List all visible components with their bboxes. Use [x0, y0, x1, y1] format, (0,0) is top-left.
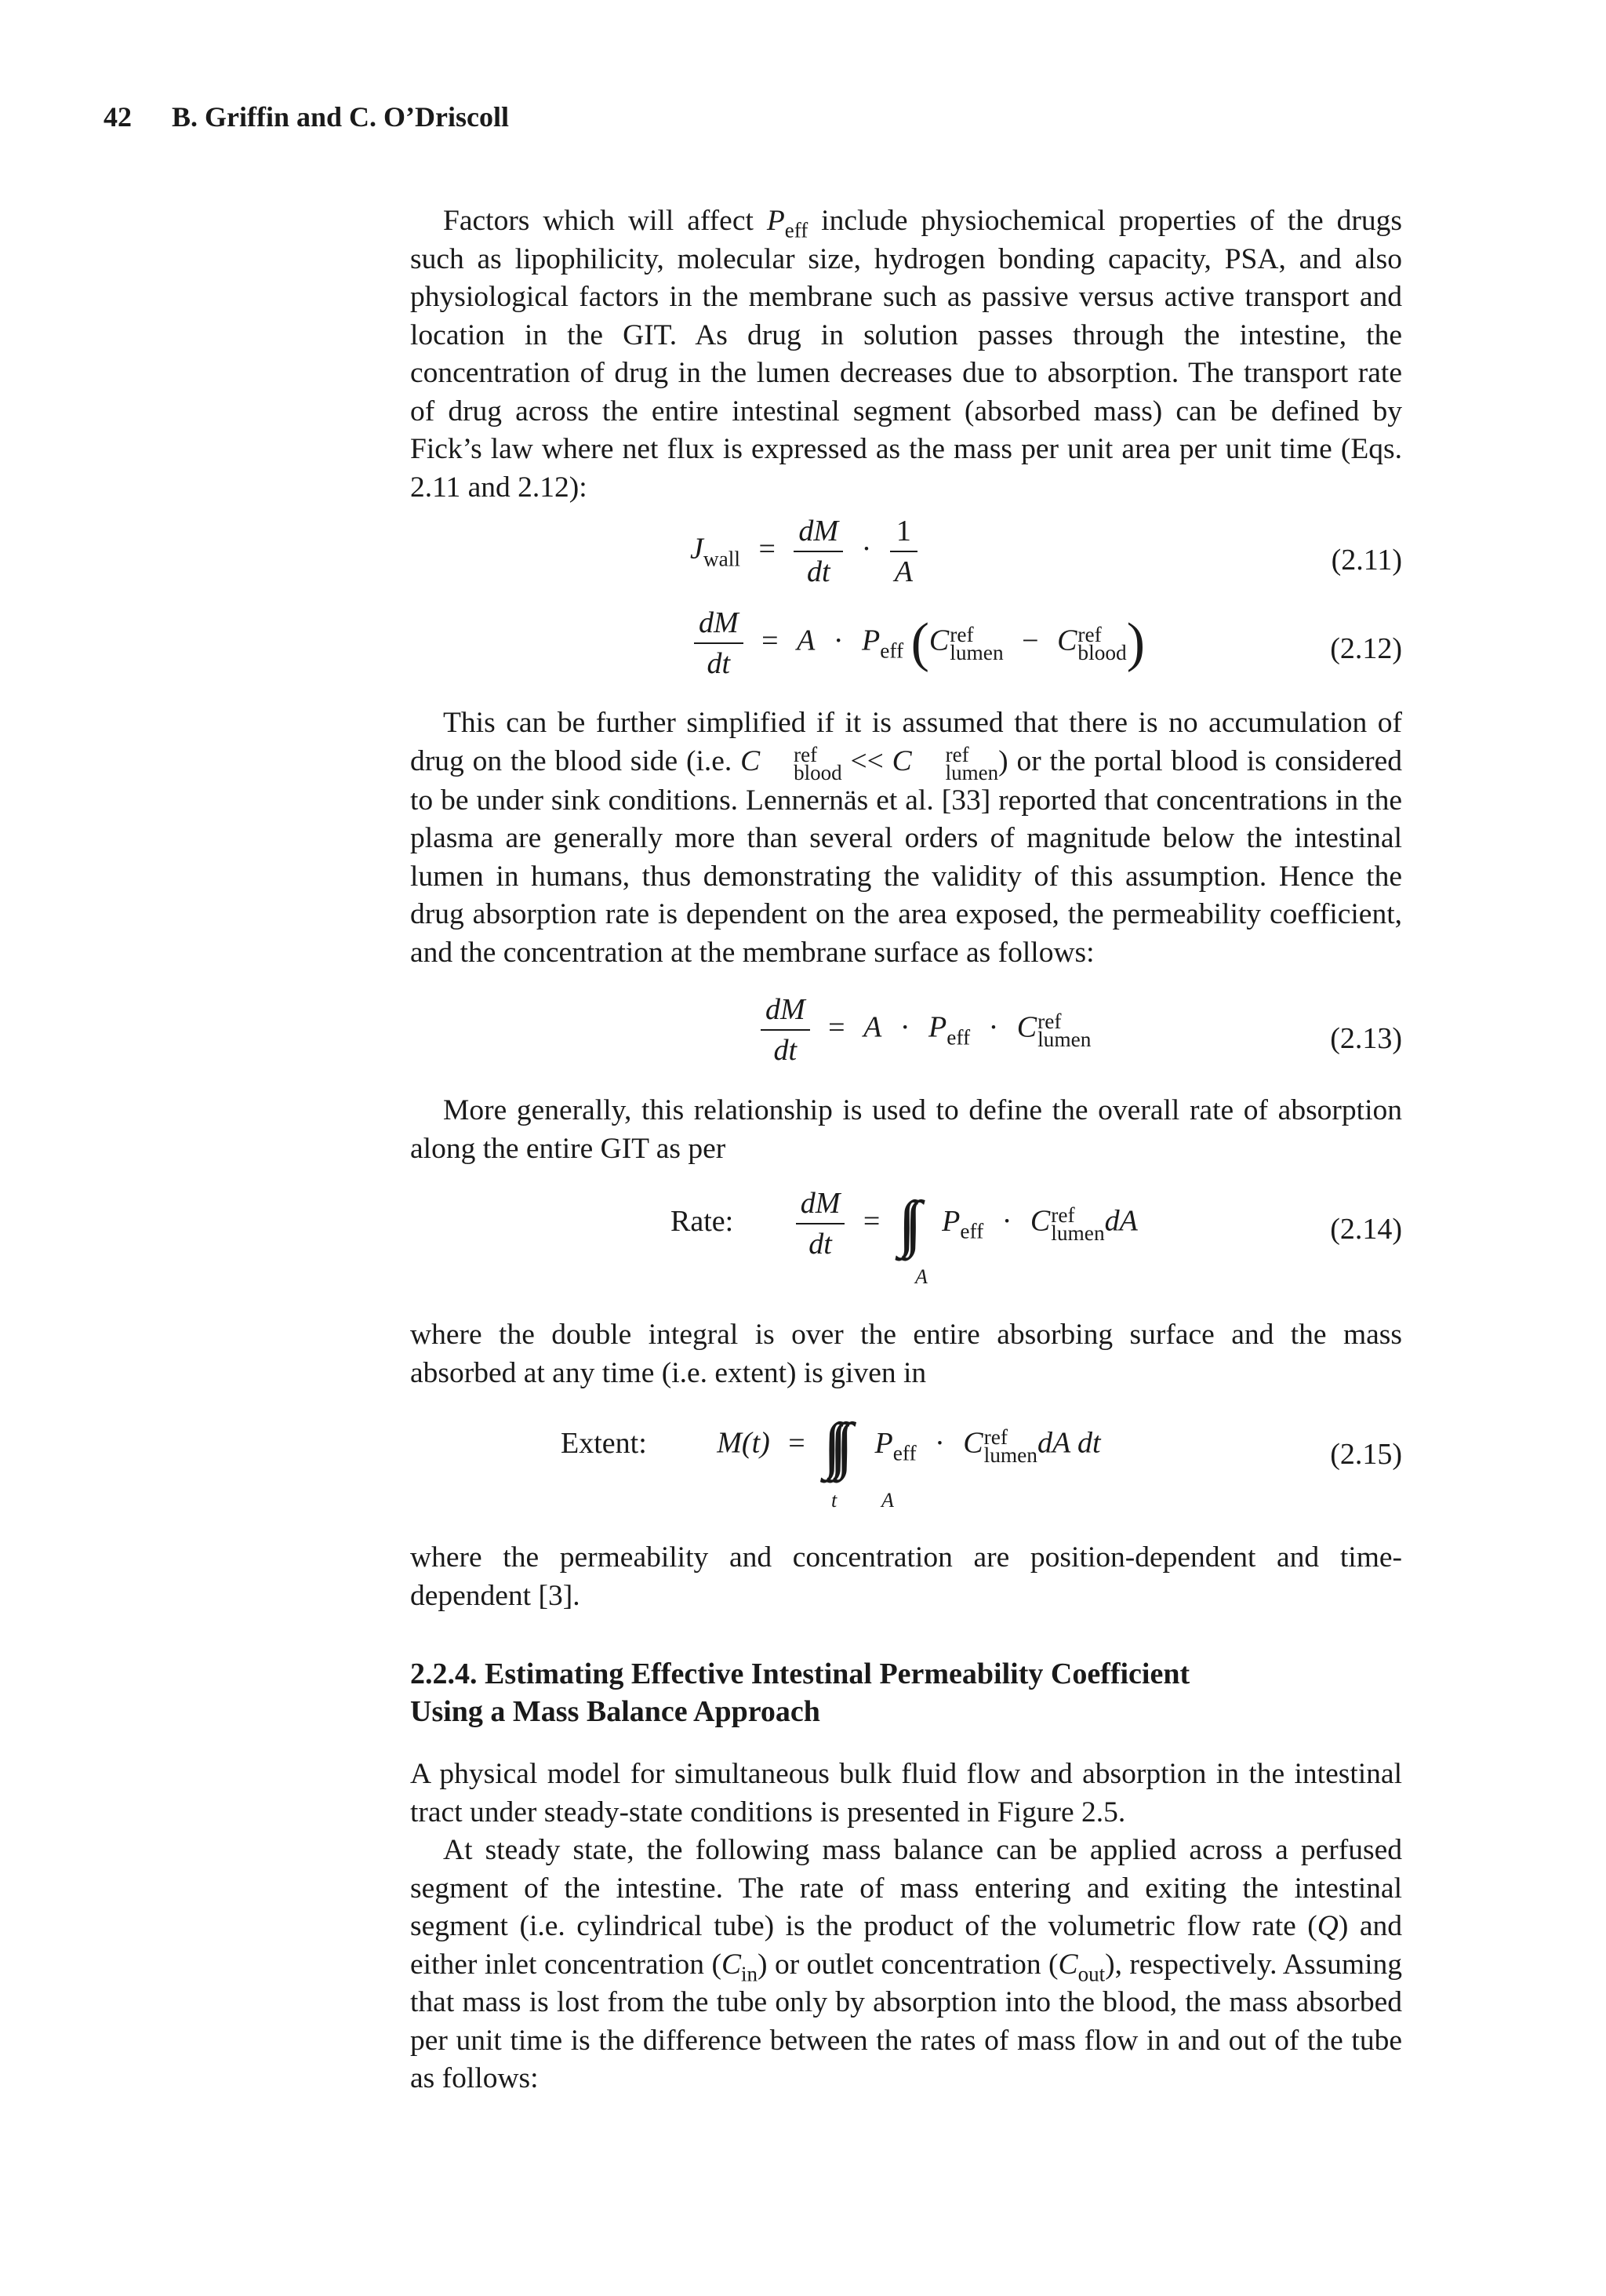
section-heading: 2.2.4. Estimating Effective Intestinal Permeability Coefficient Using a Mass Balance Approach — [410, 1657, 1190, 1728]
paragraph-6: A physical model for simultaneous bulk fluid flow and absorption in the intestinal tract under steady-state conditions is presented in Figure 2.5. — [410, 1758, 1402, 1828]
running-header — [104, 100, 509, 133]
integral-limit-A: A — [915, 1265, 928, 1288]
integral-limit-A2: A — [881, 1489, 894, 1512]
equation-2-13: $\frac{dM}{dt}$ = $A \cdot P_{eff} \cdot C$ ref lumen — [761, 995, 1091, 1065]
equation-number-2-12: (2.12) — [1330, 632, 1402, 665]
paragraph-4: where the double integral is over the entire absorbing surface and the mass absorbed at any time (i.e. extent) is given in — [410, 1319, 1402, 1389]
paragraph-5: where the permeability and concentration are position-dependent and time-dependent [3]. — [410, 1541, 1402, 1612]
integral-limit-t: t — [831, 1489, 838, 1512]
equation-2-14: Rate: $\frac{dM}{dt}$ = ∫∫ $P_{eff} \cdot C$ ref lumen dA — [670, 1187, 1138, 1261]
author-names: B. Griffin and C. O’Driscoll — [172, 101, 509, 133]
equation-2-12: $\frac{dM}{dt}$ = $A \cdot P_{eff}$ (C ref lumen − C ref blood ) — [694, 608, 1145, 679]
paragraph-7: At steady state, the following mass balance can be applied across a perfused segment of the intestine. The rate of mass entering and exiting the intestinal segment (i.e. cylindrical tube) is the product of the volumetric flow rate (Q) and either inlet concentration $(C_{in})$ or outlet concentration $(C_{out})$, respectively. Assuming that mass is lost from the tube only by absorption into the blood, the mass absorbed per unit time is the difference between the rates of mass flow in and out of the tube as follows: — [410, 1834, 1403, 2094]
equation-number-2-13: (2.13) — [1330, 1022, 1402, 1055]
paragraph-2: This can be further simplified if it is assumed that there is no accumulation of drug on the blood side (i.e. C ref blood << C ref lumen ) or the portal blood is considered to be under sink conditions. Lennernäs et al. [33] reported that concentrations in the plasma are generally more than several orders of magnitude below the intestinal lumen in humans, thus demonstrating the validity of this assumption. Hence the drug absorption rate is dependent on the area exposed, the permeability coefficient, and the concentration at the membrane surface as follows: — [410, 707, 1402, 969]
extent-label: Extent: — [561, 1426, 647, 1460]
equation-2-15: Extent: M(t) = ∫∫∫ $P_{eff} \cdot C$ ref lumen dA dt — [561, 1411, 1101, 1480]
equation-number-2-14: (2.14) — [1330, 1213, 1402, 1246]
paragraph-3: More generally, this relationship is used to define the overall rate of absorption along the entire GIT as per — [410, 1094, 1402, 1165]
equation-number-2-11: (2.11) — [1331, 544, 1402, 577]
rate-label: Rate: — [670, 1204, 734, 1238]
page-number: 42 — [104, 101, 132, 133]
equation-2-11: $J_{wall}$ = $\frac{dM}{dt}$ · $\frac{1}{A}$ — [690, 516, 917, 587]
paragraph-1: Factors which will affect $P_{eff}$ include physiochemical properties of the drugs such as lipophilicity, molecular size, hydrogen bonding capacity, PSA, and also physiological factors in the membrane such as passive versus active transport and location in the GIT. As drug in solution passes through the intestine, the concentration of drug in the lumen decreases due to absorption. The transport rate of drug across the entire intestinal segment (absorbed mass) can be defined by Fick’s law where net flux is expressed as the mass per unit area per unit time (Eqs. 2.11 and 2.12): — [410, 205, 1402, 504]
equation-number-2-15: (2.15) — [1330, 1438, 1402, 1471]
